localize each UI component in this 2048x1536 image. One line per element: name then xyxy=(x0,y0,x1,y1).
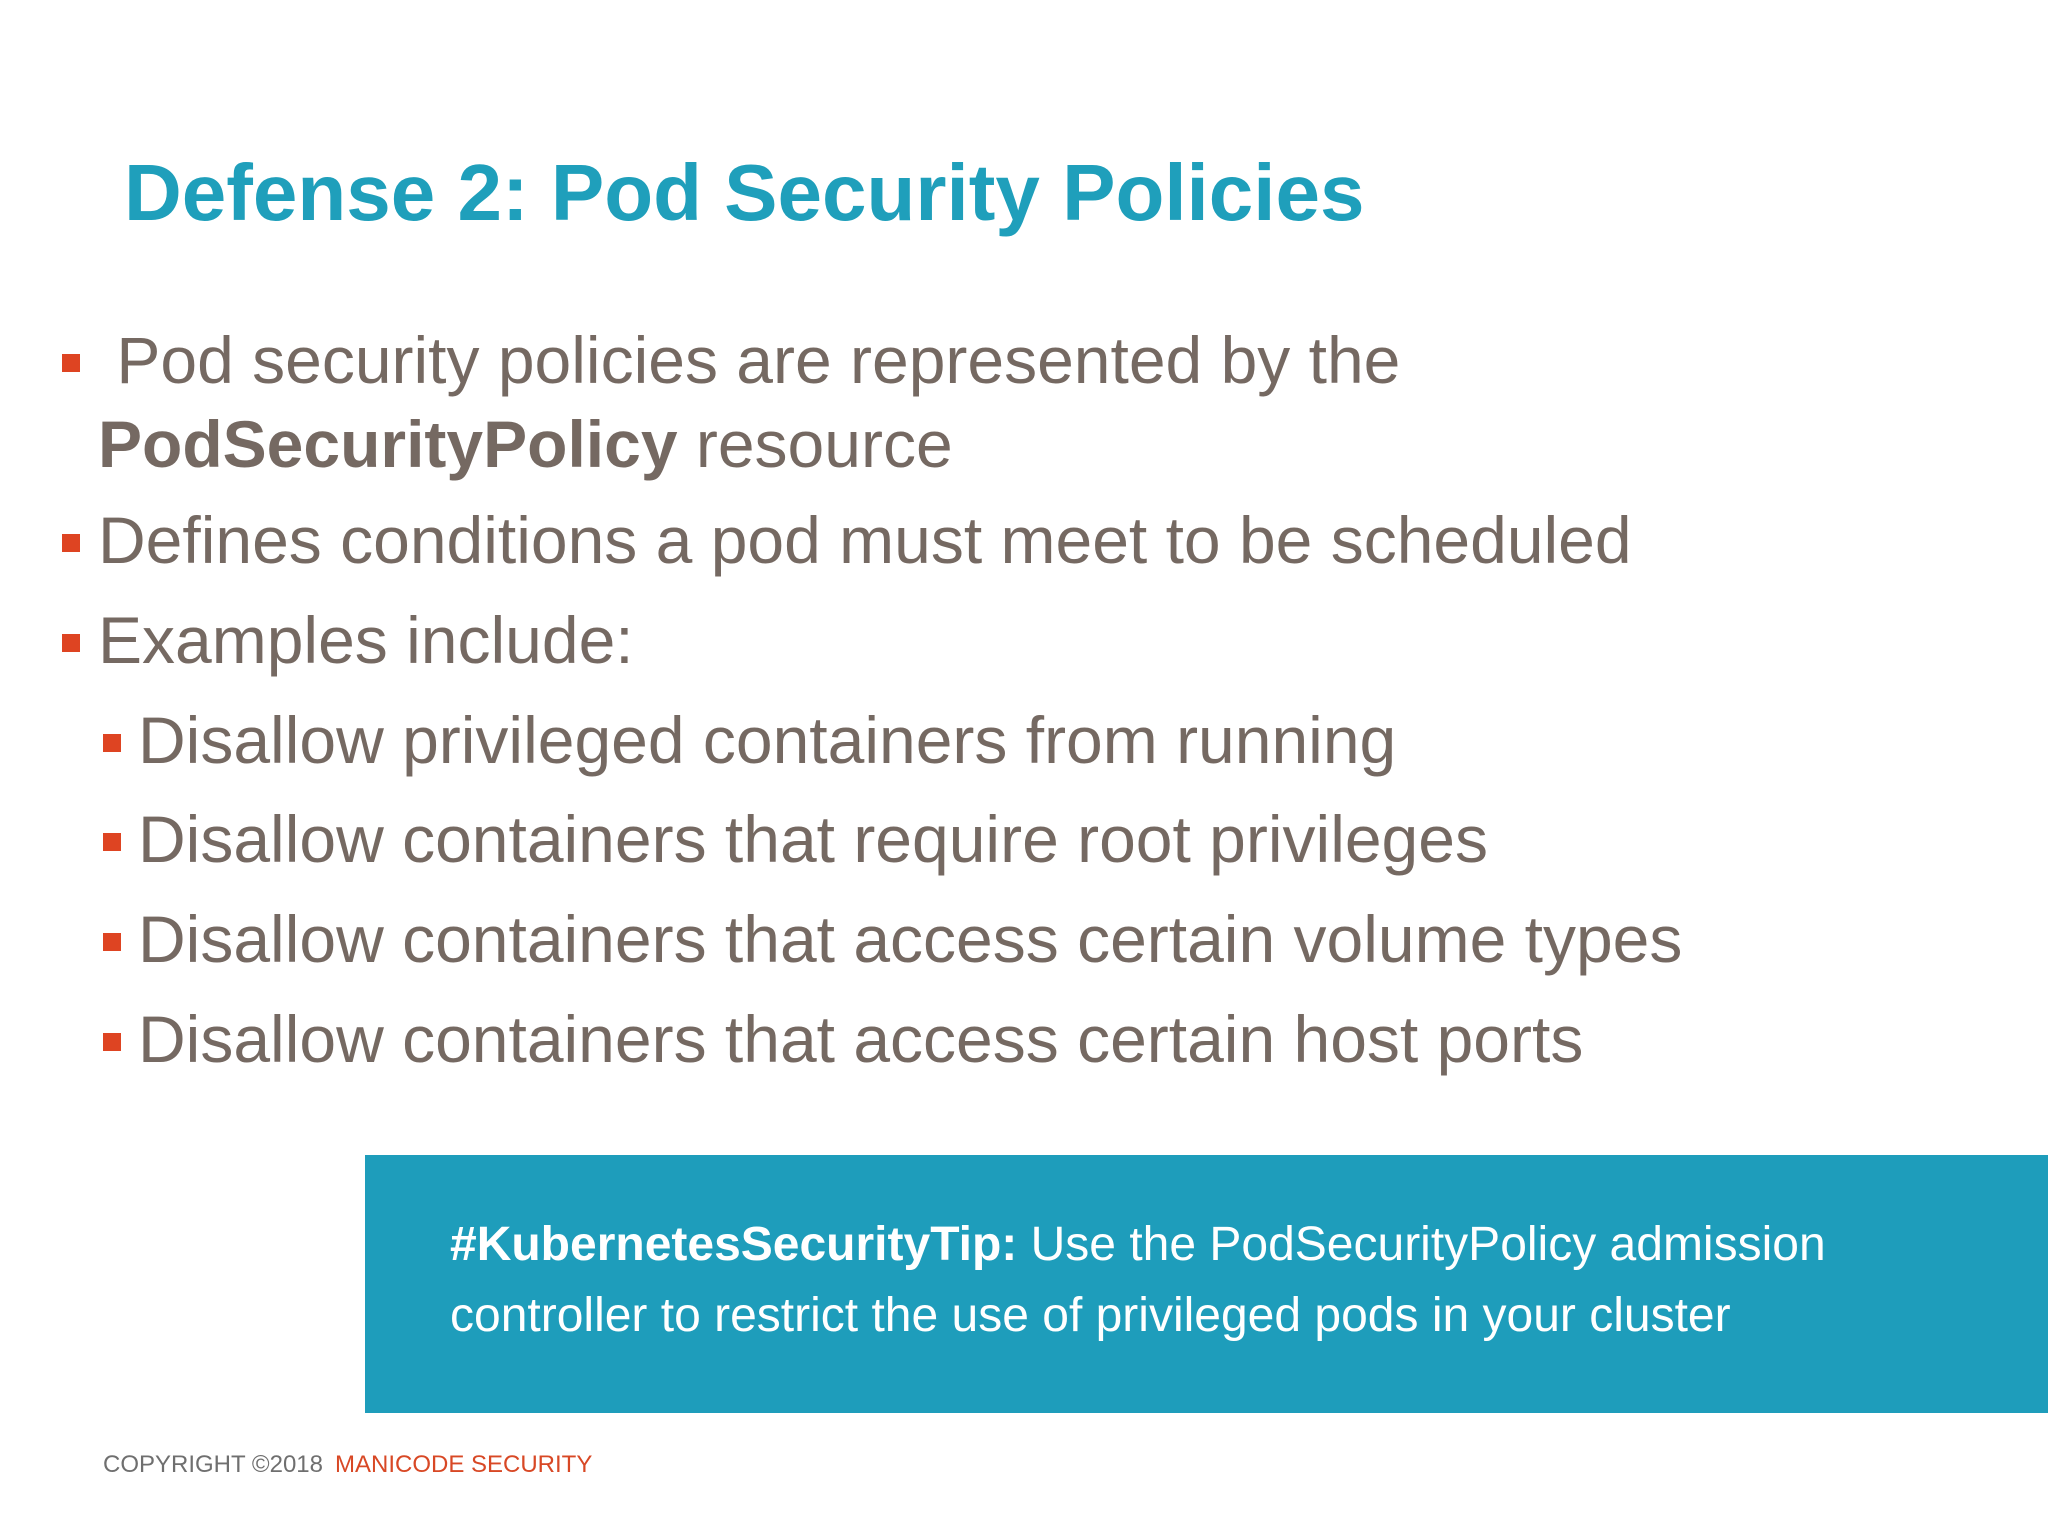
square-bullet-icon xyxy=(62,534,80,552)
bullet-text-bold: PodSecurityPolicy xyxy=(98,407,678,481)
bullet-item-resource xyxy=(98,318,1400,486)
tip-line-2: controller to restrict the use of privileged pods in your cluster xyxy=(450,1289,1731,1342)
bullet-item-examples xyxy=(98,598,634,682)
slide-title: Defense 2: Pod Security Policies xyxy=(124,148,1365,237)
sub-bullet-item-volume xyxy=(138,897,1682,981)
square-bullet-icon xyxy=(103,1033,121,1051)
square-bullet-icon xyxy=(103,933,121,951)
square-bullet-icon xyxy=(103,833,121,851)
bullet-text-after: resource xyxy=(677,407,953,481)
square-bullet-icon xyxy=(62,354,80,372)
bullet-text: Disallow privileged containers from running xyxy=(138,703,1397,777)
sub-bullet-item-privileged xyxy=(138,698,1396,782)
sub-bullet-item-ports xyxy=(138,997,1583,1081)
footer xyxy=(103,1450,592,1480)
bullet-text: Disallow containers that require root privileges xyxy=(138,802,1488,876)
square-bullet-icon xyxy=(103,734,121,752)
bullet-text: Examples include: xyxy=(98,603,634,677)
bullet-text: Disallow containers that access certain volume types xyxy=(138,902,1683,976)
tip-label: #KubernetesSecurityTip: xyxy=(450,1218,1018,1271)
bullet-text: Defines conditions a pod must meet to be scheduled xyxy=(98,503,1632,577)
security-tip-text xyxy=(450,1209,2010,1351)
tip-line-1: Use the PodSecurityPolicy admission xyxy=(1017,1218,1826,1271)
square-bullet-icon xyxy=(62,634,80,652)
bullet-item-conditions xyxy=(98,498,1632,582)
bullet-text: Disallow containers that access certain host ports xyxy=(138,1002,1584,1076)
bullet-text-before: Pod security policies are represented by the xyxy=(98,323,1401,397)
footer-copyright: COPYRIGHT ©2018 xyxy=(103,1451,323,1478)
sub-bullet-item-root xyxy=(138,797,1488,881)
security-tip-box xyxy=(365,1155,2048,1413)
footer-brand: MANICODE SECURITY xyxy=(334,1451,593,1478)
